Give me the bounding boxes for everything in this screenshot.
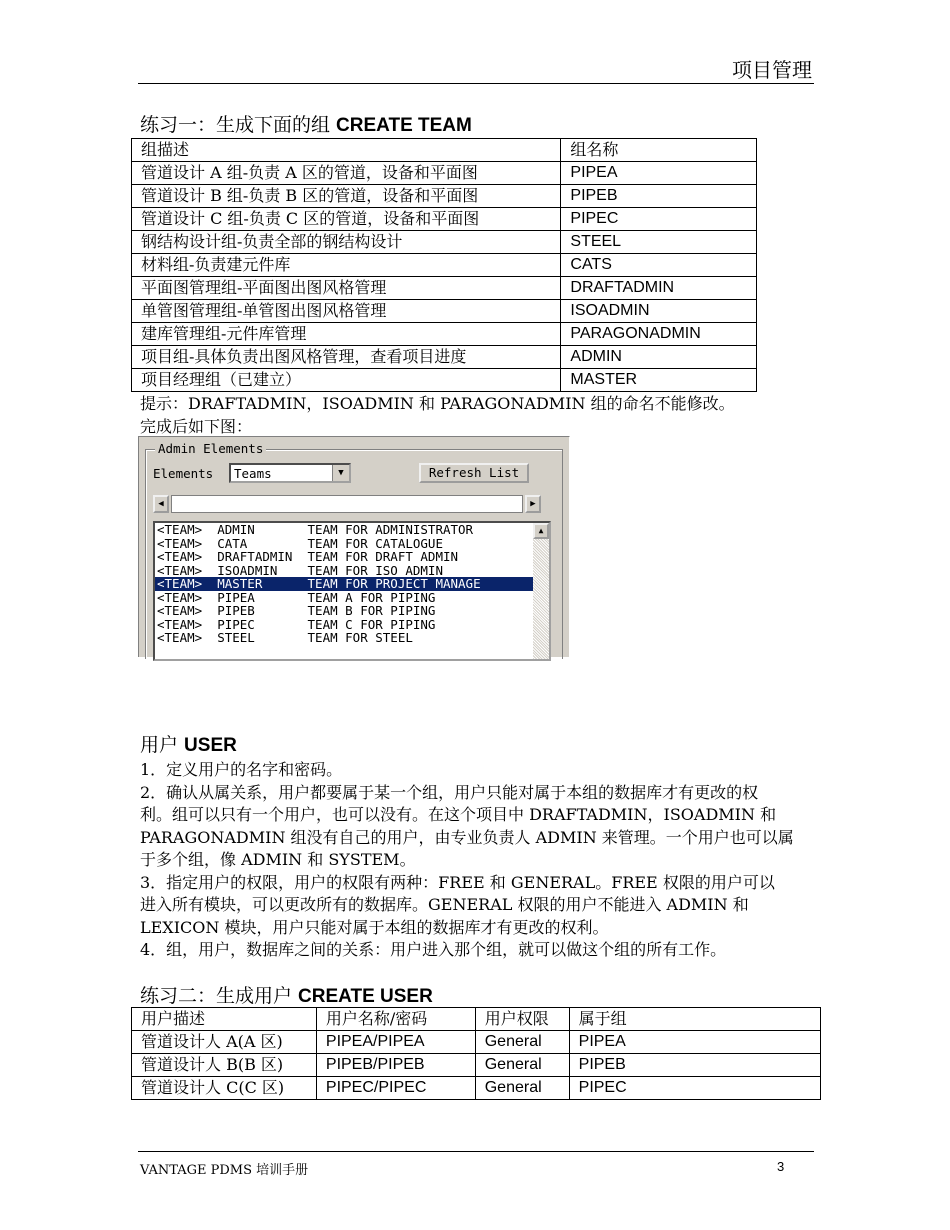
- user-line: 3．指定用户的权限，用户的权限有两种：FREE 和 GENERAL。FREE 权限的用户可以: [140, 872, 775, 892]
- page-number: 3: [777, 1159, 785, 1174]
- table-cell: 管道设计 B 组-负责 B 区的管道，设备和平面图: [132, 185, 561, 208]
- table-header-cell: 属于组: [569, 1008, 820, 1031]
- table-header-cell: 用户描述: [132, 1008, 317, 1031]
- table-cell: PIPEA: [561, 162, 757, 185]
- team-table: [131, 138, 757, 392]
- table-cell: General: [475, 1031, 569, 1054]
- user-line: 利。组可以只有一个用户，也可以没有。在这个项目中 DRAFTADMIN，ISOADMIN 和: [140, 805, 777, 824]
- table-cell: PIPEC: [569, 1077, 820, 1100]
- table-cell: 单管图管理组-单管图出图风格管理: [132, 300, 561, 323]
- table-row: [132, 1031, 821, 1054]
- table-row: [132, 300, 757, 323]
- table-cell: PIPEA/PIPEA: [316, 1031, 475, 1054]
- scroll-up-icon[interactable]: ▲: [533, 523, 549, 539]
- table-cell: 管道设计人 B(B 区): [132, 1054, 317, 1077]
- user-line: 2．确认从属关系，用户都要属于某一个组，用户只能对属于本组的数据库才有更改的权: [140, 782, 759, 802]
- table-cell: 管道设计人 C(C 区): [132, 1077, 317, 1100]
- list-item[interactable]: <TEAM> PIPEA TEAM A FOR PIPING: [157, 589, 436, 605]
- user-title-bold: USER: [184, 735, 237, 756]
- scroll-left-icon[interactable]: ◀: [153, 495, 169, 513]
- table-cell: 建库管理组-元件库管理: [132, 323, 561, 346]
- user-line: 4．组，用户，数据库之间的关系：用户进入那个组，就可以做这个组的所有工作。: [140, 940, 727, 959]
- list-item[interactable]: <TEAM> ISOADMIN TEAM FOR ISO ADMIN: [157, 562, 443, 578]
- list-item[interactable]: <TEAM> ADMIN TEAM FOR ADMINISTRATOR: [157, 522, 474, 537]
- table-row: [132, 231, 757, 254]
- table-cell: PIPEB: [561, 185, 757, 208]
- footer-rule: [138, 1151, 814, 1152]
- table-row: [132, 254, 757, 277]
- exercise2-title: [140, 981, 433, 1008]
- table-row: [132, 323, 757, 346]
- user-line: PARAGONADMIN 组没有自己的用户，由专业负责人 ADMIN 来管理。一个用户也可以属: [140, 827, 794, 847]
- list-item[interactable]: <TEAM> CATA TEAM FOR CATALOGUE: [157, 535, 443, 551]
- table-cell: PIPEC: [561, 208, 757, 231]
- user-line: 1．定义用户的名字和密码。: [140, 760, 343, 779]
- table-cell: 平面图管理组-平面图出图风格管理: [132, 277, 561, 300]
- vertical-scrollbar[interactable]: [533, 523, 549, 659]
- admin-elements-panel: [138, 436, 570, 657]
- table-cell: PARAGONADMIN: [561, 323, 757, 346]
- user-section-title: [140, 730, 237, 757]
- user-line: LEXICON 模块，用户只能对属于本组的数据库才有更改的权利。: [140, 917, 609, 937]
- elements-label: Elements: [153, 466, 214, 481]
- table-cell: STEEL: [561, 231, 757, 254]
- done-label: 完成后如下图：: [140, 417, 253, 436]
- table-cell: 材料组-负责建元件库: [132, 254, 561, 277]
- table-header-cell: 用户权限: [475, 1008, 569, 1031]
- exercise2-title-prefix: 练习二：生成用户: [140, 985, 299, 1007]
- list-item[interactable]: <TEAM> STEEL TEAM FOR STEEL: [157, 630, 413, 645]
- table-cell: MASTER: [561, 369, 757, 392]
- table-header-row: [132, 1008, 821, 1031]
- user-line: 进入所有模块，可以更改所有的数据库。GENERAL 权限的用户不能进入 ADMIN 和: [140, 895, 749, 914]
- table-header-row: [132, 139, 757, 162]
- table-cell: 管道设计 A 组-负责 A 区的管道，设备和平面图: [132, 162, 561, 185]
- naming-note: 提示：DRAFTADMIN，ISOADMIN 和 PARAGONADMIN 组的命名不能修改。: [140, 394, 735, 413]
- table-cell: 项目组-具体负责出图风格管理，查看项目进度: [132, 346, 561, 369]
- scroll-right-icon[interactable]: ▶: [525, 495, 541, 513]
- user-table: [131, 1007, 821, 1100]
- table-header-cell: 组名称: [561, 139, 757, 162]
- table-cell: PIPEB/PIPEB: [316, 1054, 475, 1077]
- scroll-track[interactable]: [171, 495, 523, 513]
- table-cell: 管道设计人 A(A 区): [132, 1031, 317, 1054]
- table-row: [132, 208, 757, 231]
- table-cell: 管道设计 C 组-负责 C 区的管道，设备和平面图: [132, 208, 561, 231]
- table-header-cell: 组描述: [132, 139, 561, 162]
- list-item[interactable]: <TEAM> MASTER TEAM FOR PROJECT MANAGE: [155, 577, 533, 591]
- table-cell: DRAFTADMIN: [561, 277, 757, 300]
- table-row: [132, 162, 757, 185]
- table-cell: 钢结构设计组-负责全部的钢结构设计: [132, 231, 561, 254]
- table-row: [132, 1054, 821, 1077]
- user-line: 于多个组，像 ADMIN 和 SYSTEM。: [140, 850, 416, 869]
- exercise2-title-bold: CREATE USER: [298, 986, 433, 1007]
- chevron-down-icon[interactable]: ▼: [332, 465, 349, 481]
- table-cell: ADMIN: [561, 346, 757, 369]
- list-item[interactable]: <TEAM> DRAFTADMIN TEAM FOR DRAFT ADMIN: [157, 549, 459, 564]
- table-row: [132, 277, 757, 300]
- table-row: [132, 185, 757, 208]
- teams-list[interactable]: [153, 521, 551, 661]
- table-cell: General: [475, 1077, 569, 1100]
- table-row: [132, 369, 757, 392]
- table-header-cell: 用户名称/密码: [316, 1008, 475, 1031]
- list-item[interactable]: <TEAM> PIPEC TEAM C FOR PIPING: [157, 616, 436, 632]
- exercise1-title-prefix: 练习一：生成下面的组: [140, 114, 337, 136]
- exercise1-title: [140, 110, 472, 137]
- refresh-list-button[interactable]: Refresh List: [419, 463, 529, 483]
- table-cell: PIPEC/PIPEC: [316, 1077, 475, 1100]
- table-cell: CATS: [561, 254, 757, 277]
- table-cell: PIPEA: [569, 1031, 820, 1054]
- elements-select[interactable]: [229, 463, 351, 483]
- header-rule: [138, 83, 814, 84]
- table-cell: 项目经理组（已建立）: [132, 369, 561, 392]
- list-item[interactable]: <TEAM> PIPEB TEAM B FOR PIPING: [157, 603, 436, 618]
- horizontal-scrollbar[interactable]: [153, 495, 541, 515]
- table-row: [132, 346, 757, 369]
- admin-legend: Admin Elements: [155, 441, 266, 456]
- user-title-prefix: 用户: [140, 734, 185, 756]
- elements-select-value: Teams: [234, 466, 272, 481]
- table-cell: General: [475, 1054, 569, 1077]
- exercise1-title-bold: CREATE TEAM: [336, 115, 472, 136]
- table-cell: ISOADMIN: [561, 300, 757, 323]
- user-description: [140, 759, 820, 962]
- table-cell: PIPEB: [569, 1054, 820, 1077]
- table-row: [132, 1077, 821, 1100]
- footer-title: VANTAGE PDMS 培训手册: [140, 1163, 309, 1178]
- page-header-title: 项目管理: [732, 58, 812, 82]
